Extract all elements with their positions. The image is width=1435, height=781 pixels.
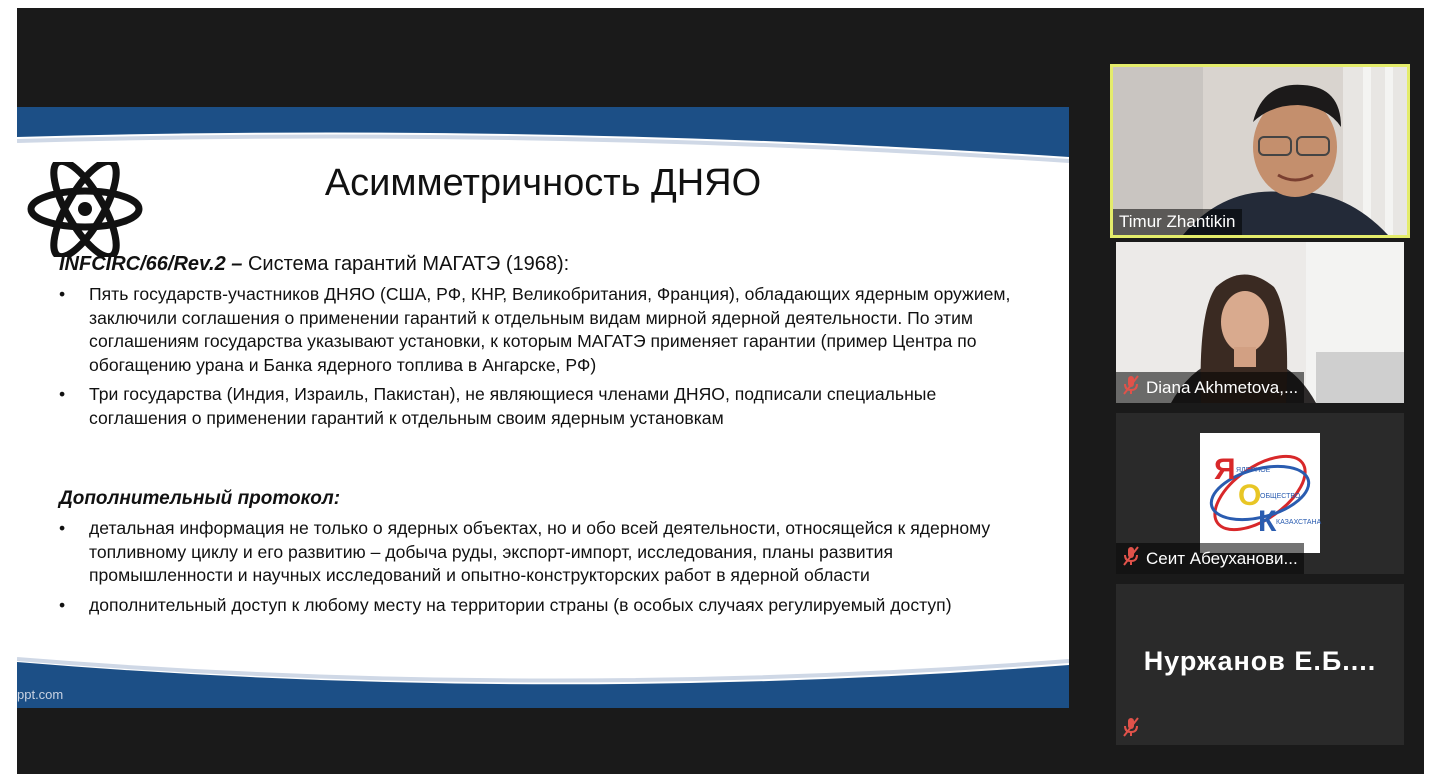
participant-tile-seit[interactable] xyxy=(1116,413,1404,574)
section-heading-bold: INFCIRC/66/Rev.2 – xyxy=(59,253,243,275)
participant-name-tag xyxy=(1116,543,1304,574)
section-heading-protocol: Дополнительный протокол: xyxy=(59,488,341,509)
nuclear-society-logo xyxy=(1200,433,1320,553)
slide-watermark: ppt.com xyxy=(17,687,64,702)
slide-title: Асимметричность ДНЯО xyxy=(324,162,762,204)
participant-name: Timur Zhantikin xyxy=(1119,212,1236,231)
participant-tile-diana[interactable] xyxy=(1116,242,1404,403)
svg-text:Я: Я xyxy=(1214,453,1236,486)
list-item: • Пять государств-участников ДНЯО (США, РФ, КНР, Великобритания, Франция), обладающих ядерным оружием, заключили соглашения о применении гарантий к отдельным видам мирной ядерной деятельности. По этим соглашениям государства указывают установки, к которым МАГАТЭ применяет гарантии (пример Центра по обогащению урана и Банка ядерного топлива в Ангарске, РФ) xyxy=(59,283,1019,377)
participant-display-name: Нуржанов Е.Б.... xyxy=(1143,646,1377,676)
list-item: • дополнительный доступ к любому месту на территории страны (в особых случаях регулируемый доступ) xyxy=(59,594,1019,618)
participant-name-tag xyxy=(1116,714,1152,745)
section-heading-infcirc xyxy=(59,253,569,276)
participant-name: Сеит Абеуханови... xyxy=(1146,548,1298,568)
bullet-list-safeguards xyxy=(59,283,1019,436)
svg-text:О: О xyxy=(1238,479,1262,512)
muted-microphone-icon xyxy=(1122,717,1140,742)
list-item: • Три государства (Индия, Израиль, Пакистан), не являющиеся членами ДНЯО, подписали специальные соглашения о применении гарантий к отдельным своим ядерным установкам xyxy=(59,383,1019,430)
participant-tile-nurzhanov[interactable] xyxy=(1116,584,1404,745)
participant-name-tag xyxy=(1116,372,1304,403)
muted-microphone-icon xyxy=(1122,375,1140,400)
section-heading-text: Система гарантий МАГАТЭ (1968): xyxy=(242,253,570,275)
shared-slide xyxy=(17,107,1069,708)
list-item: • детальная информация не только о ядерных объектах, но и обо всей деятельности, относящейся к ядерному топливному циклу и его развитию – добыча руды, экспорт-импорт, исследования, планы развития промышленности и научных исследований и опытно-конструкторских работ в ядерной области xyxy=(59,517,1019,588)
svg-text:К: К xyxy=(1258,505,1277,538)
logo-text-line: КАЗАХСТАНА xyxy=(1276,519,1322,526)
participant-tile-timur[interactable] xyxy=(1110,64,1410,238)
bullet-list-protocol xyxy=(59,517,1019,623)
participant-name: Diana Akhmetova,... xyxy=(1146,377,1299,397)
logo-text-line: ОБЩЕСТВО xyxy=(1260,493,1301,500)
logo-text-line: ЯДЕРНОЕ xyxy=(1236,467,1271,474)
muted-microphone-icon xyxy=(1122,546,1140,571)
participant-name-tag xyxy=(1113,209,1242,235)
